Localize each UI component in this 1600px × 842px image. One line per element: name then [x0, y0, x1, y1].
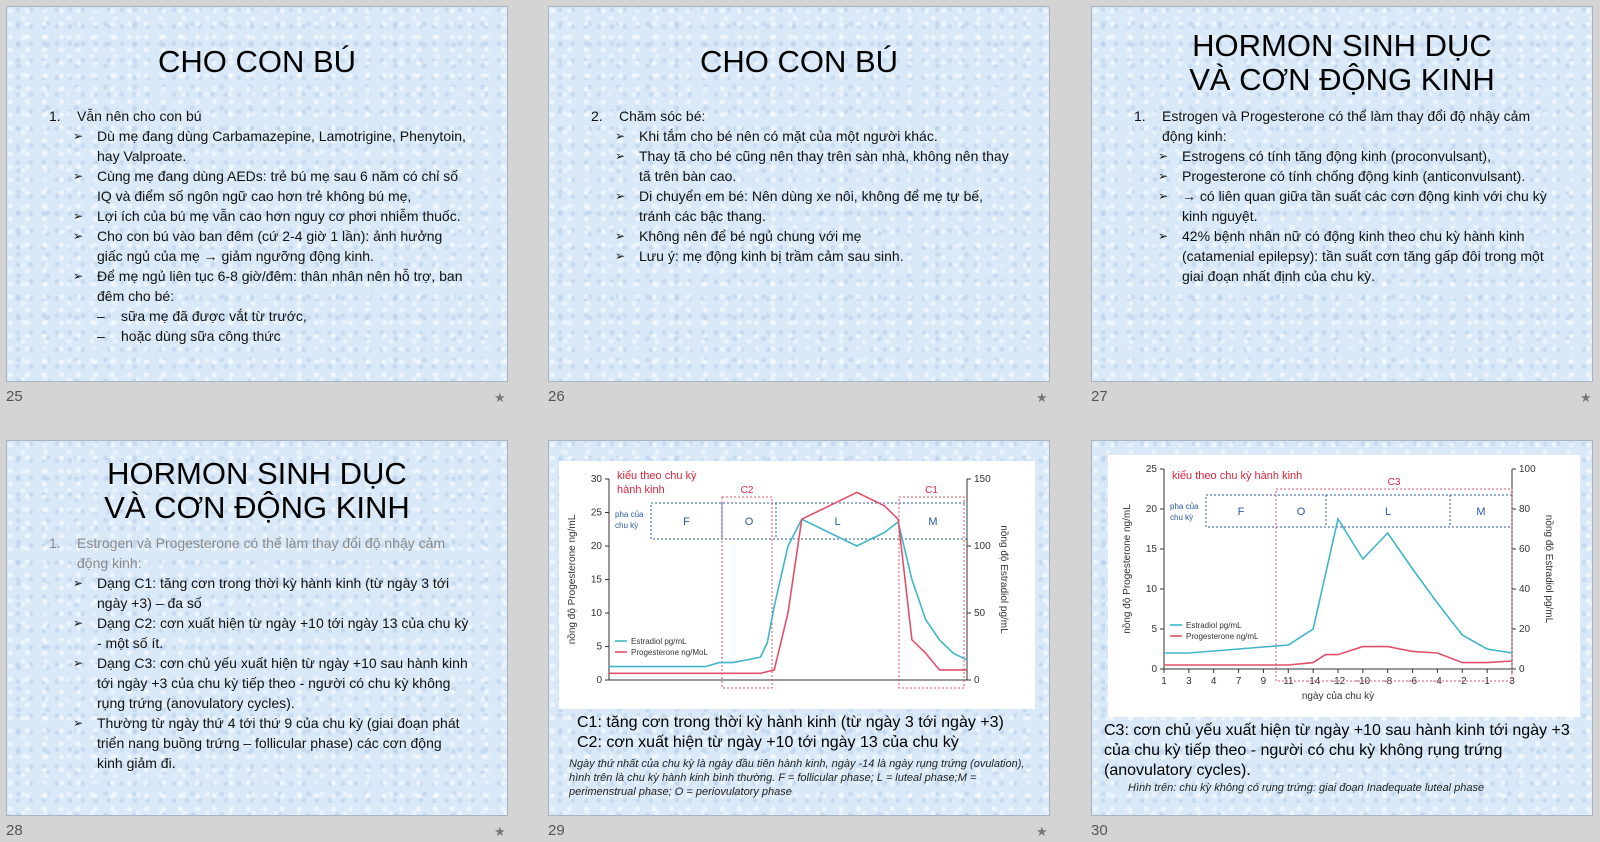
dash-item [49, 326, 471, 346]
slide-body [49, 533, 471, 773]
arrow-bullet-icon: ➢ [73, 269, 84, 283]
y2-tick-label: 60 [1519, 544, 1531, 555]
slide-30[interactable] [1091, 440, 1593, 816]
phase-label: M [1476, 506, 1486, 518]
y2-tick-label: 150 [974, 474, 991, 485]
bullet-item [49, 126, 471, 166]
hormone-chart-normal [559, 461, 1035, 709]
x-tick-label: -8 [1383, 676, 1393, 687]
slide-27[interactable] [1091, 6, 1593, 382]
arrow-bullet-icon: ➢ [615, 189, 626, 203]
slide-number: 30 [1091, 822, 1108, 839]
item-text: 42% bệnh nhân nữ có động kinh theo chu kỳ hành kinh (catamenial epilepsy): tần suất cơn tăng gấp đôi trong một giai đoạn nhất định của chu kỳ. [1182, 228, 1544, 284]
y2-tick-label: 80 [1519, 504, 1531, 515]
arrow-bullet-icon: ➢ [1158, 149, 1169, 163]
star-icon[interactable]: ★ [1036, 390, 1048, 405]
item-text: Thay tã cho bé cũng nên thay trên sàn nhà, không nên thay tã trên bàn cao. [639, 148, 1009, 184]
slide-body [49, 106, 471, 346]
bullet-item [49, 226, 471, 266]
bullet-item [591, 226, 1013, 246]
arrow-bullet-icon: ➢ [73, 616, 84, 630]
slide-number: 25 [6, 388, 23, 405]
phase-label: L [1384, 506, 1392, 518]
x-tick-label: -4 [1432, 676, 1442, 687]
x-tick-label: -2 [1457, 676, 1467, 687]
item-text: Dạng C3: cơn chủ yếu xuất hiện từ ngày +10 sau hành kinh tới ngày +3 của chu kỳ tiếp theo - người có chu kỳ không rụng trứng (anovulatory cycles). [97, 655, 468, 711]
phase-caption: chu kỳ [1170, 513, 1194, 522]
y2-tick-label: 40 [1519, 584, 1531, 595]
slide-title [1092, 29, 1592, 97]
item-text: Estrogens có tính tăng động kinh (proconvulsant), [1182, 148, 1491, 164]
arrow-bullet-icon: ➢ [73, 576, 84, 590]
bullet-item [591, 126, 1013, 146]
slide-26[interactable] [548, 6, 1050, 382]
y2-tick-label: 20 [1519, 624, 1531, 635]
item-text: Không nên để bé ngủ chung với mẹ [639, 228, 862, 244]
slide-29[interactable] [548, 440, 1050, 816]
x-tick-label: 7 [1235, 676, 1242, 687]
chart-svg [1108, 455, 1580, 717]
y2-axis-label: nồng độ Estradiol pg/mL [998, 525, 1009, 634]
x-tick-label: -14 [1305, 676, 1321, 687]
bullet-item [49, 166, 471, 206]
bullet-item [49, 266, 471, 306]
phase-label: O [744, 516, 754, 528]
bullet-item [591, 246, 1013, 266]
slide-body [1134, 106, 1556, 286]
slide-title: CHO CON BÚ [157, 44, 357, 79]
slide-number: 28 [6, 822, 23, 839]
item-text: hoặc dùng sữa công thức [121, 328, 281, 344]
y-tick-label: 25 [1145, 464, 1157, 475]
star-icon[interactable]: ★ [1580, 390, 1592, 405]
title-line-1: HORMON SINH DỤC [1192, 28, 1492, 63]
item-text: Dạng C2: cơn xuất hiện từ ngày +10 tới ngày 13 của chu kỳ - một số ít. [97, 615, 469, 651]
bullet-item [1134, 166, 1556, 186]
arrow-bullet-icon: ➢ [73, 656, 84, 670]
y2-tick-label: 100 [974, 541, 991, 552]
slide-number: 29 [548, 822, 565, 839]
arrow-bullet-icon: ➢ [73, 209, 84, 223]
item-text: Vẫn nên cho con bú [77, 108, 202, 124]
slide-28[interactable] [6, 440, 508, 816]
y-axis-label: nồng độ Progesterone ng/mL [567, 514, 578, 645]
item-text: Progesterone có tính chống động kinh (anticonvulsant). [1182, 168, 1526, 184]
x-tick-label: -6 [1408, 676, 1418, 687]
item-text: Để mẹ ngủ liên tục 6-8 giờ/đêm: thân nhân nên hỗ trợ, ban đêm cho bé: [97, 268, 463, 304]
title-line-2: VÀ CƠN ĐỘNG KINH [104, 490, 410, 525]
x-tick-label: 11 [1283, 676, 1294, 687]
y-tick-label: 15 [1145, 544, 1157, 555]
item-text: Dù mẹ đang dùng Carbamazepine, Lamotrigine, Phenytoin, hay Valproate. [97, 128, 466, 164]
arrow-bullet-icon: ➢ [73, 229, 84, 243]
item-text: Lợi ích của bú mẹ vẫn cao hơn nguy cơ phơi nhiễm thuốc. [97, 208, 461, 224]
caption-c2: C2: cơn xuất hiện từ ngày +10 tới ngày 13 của chu kỳ [577, 734, 959, 751]
dash-item [49, 306, 471, 326]
slide-25[interactable] [6, 6, 508, 382]
y-tick-label: 10 [1145, 584, 1157, 595]
x-tick-label: -10 [1355, 676, 1371, 687]
region-label: C1 [925, 485, 938, 496]
y2-axis-label: nồng độ Estradiol pg/mL [1543, 514, 1554, 624]
numbered-item [49, 533, 471, 573]
arrow-bullet-icon: ➢ [615, 229, 626, 243]
item-text: Estrogen và Progesterone có thể làm thay đổi độ nhậy cảm động kinh: [1162, 108, 1531, 144]
item-text: Khi tắm cho bé nên có mặt của một người khác. [639, 128, 938, 144]
x-tick-label: 9 [1260, 676, 1267, 687]
caption-c1: C1: tăng cơn trong thời kỳ hành kinh (từ ngày 3 tới ngày +3) [577, 714, 1004, 731]
phase-label: F [683, 516, 690, 528]
legend-label: Progesterone ng/MoL [631, 648, 708, 657]
item-number: 2. [591, 108, 603, 124]
chart-title: kiểu theo chu kỳ hành kinh [1172, 470, 1303, 482]
bullet-item [49, 206, 471, 226]
bullet-item [1134, 226, 1556, 286]
footnote: Hình trên: chu kỳ không có rụng trứng: giai đoạn Inadequate luteal phase [1128, 782, 1485, 794]
slide-title [7, 457, 507, 525]
y2-tick-label: 50 [974, 608, 986, 619]
chart-svg [559, 461, 1035, 709]
star-icon[interactable]: ★ [494, 390, 506, 405]
slide-number: 27 [1091, 388, 1108, 405]
dash-bullet: – [97, 308, 105, 324]
title-line-1: HORMON SINH DỤC [107, 456, 407, 491]
item-text: Di chuyển em bé: Nên dùng xe nôi, không để mẹ tự bế, tránh các bậc thang. [639, 188, 984, 224]
y-tick-label: 0 [596, 675, 602, 686]
phase-box [651, 503, 967, 539]
x-tick-label: 3 [1186, 676, 1192, 687]
bullet-item [49, 573, 471, 613]
arrow-bullet-icon: ➢ [615, 129, 626, 143]
dash-bullet: – [97, 328, 105, 344]
footnote: Ngày thứ nhất của chu kỳ là ngày đầu tiên hành kinh, ngày -14 là ngày rụng trứng (ovulation), hình trên là chu kỳ hành kinh bình thường. F = follicular phase; L = luteal phase;M = perimenstrual phase; O = periovulatory phase [569, 758, 1025, 798]
item-text: → có liên quan giữa tần suất các cơn động kinh với chu kỳ kinh nguyệt. [1182, 188, 1547, 224]
y2-tick-label: 100 [1519, 464, 1536, 475]
item-text: Chăm sóc bé: [619, 108, 706, 124]
phase-caption: pha của [615, 510, 644, 519]
phase-label: O [1296, 506, 1306, 518]
phase-label: L [834, 516, 841, 528]
bullet-item [49, 653, 471, 713]
x-tick-label: 3 [1509, 676, 1515, 687]
y-tick-label: 0 [1151, 664, 1157, 675]
phase-caption: pha của [1170, 502, 1199, 511]
arrow-bullet-icon: ➢ [73, 169, 84, 183]
item-number: 1. [49, 535, 61, 551]
y-tick-label: 30 [590, 474, 602, 485]
y2-tick-label: 0 [1519, 664, 1525, 675]
arrow-bullet-icon: ➢ [73, 129, 84, 143]
legend-label: Progesterone ng/mL [1186, 632, 1259, 641]
item-text: Dạng C1: tăng cơn trong thời kỳ hành kinh (từ ngày 3 tới ngày +3) – đa số [97, 575, 450, 611]
bullet-item [49, 713, 471, 773]
item-text: Estrogen và Progesterone có thể làm thay đổi độ nhậy cảm động kinh: [77, 535, 446, 571]
bullet-item [1134, 146, 1556, 166]
bullet-item [591, 186, 1013, 226]
arrow-bullet-icon: ➢ [73, 716, 84, 730]
item-number: 1. [1134, 108, 1146, 124]
hormone-chart-anovulatory [1108, 455, 1580, 717]
y2-tick-label: 0 [974, 675, 980, 686]
item-text: sữa mẹ đã được vắt từ trước, [121, 308, 307, 324]
region-label: C3 [1387, 477, 1401, 488]
arrow-bullet-icon: ➢ [1158, 229, 1169, 243]
item-text: Cùng mẹ đang dùng AEDs: trẻ bú mẹ sau 6 năm có chỉ số IQ và điểm số ngôn ngữ cao hơn trẻ không bú mẹ, [97, 168, 459, 204]
phase-caption: chu kỳ [615, 521, 639, 530]
legend-label: Estradiol pg/mL [1186, 621, 1242, 630]
legend-label: Estradiol pg/mL [631, 637, 687, 646]
numbered-item [49, 106, 471, 126]
item-text: Cho con bú vào ban đêm (cứ 2-4 giờ 1 lần): ảnh hưởng giấc ngủ của mẹ → giảm ngưỡng động kinh. [97, 228, 443, 264]
numbered-item [1134, 106, 1556, 146]
chart-title: kiểu theo chu kỳ [617, 470, 697, 482]
chart-title: hành kinh [617, 484, 665, 496]
phase-label: F [1237, 506, 1245, 518]
x-tick-label: 1 [1484, 676, 1490, 687]
series-line [1164, 647, 1512, 665]
item-text: Thường từ ngày thứ 4 tới thứ 9 của chu kỳ (giai đoạn phát triển nang buồng trứng – follicular phase) các cơn động kinh giảm đi. [97, 715, 460, 771]
arrow-bullet-icon: ➢ [615, 249, 626, 263]
phase-box [1206, 495, 1512, 527]
y-tick-label: 5 [1151, 624, 1157, 635]
x-tick-label: 4 [1210, 676, 1217, 687]
slide-number: 26 [548, 388, 565, 405]
arrow-bullet-icon: ➢ [1158, 189, 1169, 203]
arrow-bullet-icon: ➢ [1158, 169, 1169, 183]
item-text: Lưu ý: mẹ động kinh bị trầm cảm sau sinh. [639, 248, 904, 264]
star-icon[interactable]: ★ [1036, 824, 1048, 839]
y-tick-label: 20 [590, 541, 602, 552]
phase-label: M [928, 516, 938, 528]
bullet-item [49, 613, 471, 653]
x-tick-label: 1 [1161, 676, 1167, 687]
title-line-2: VÀ CƠN ĐỘNG KINH [1189, 62, 1495, 97]
y-tick-label: 5 [596, 641, 602, 653]
y-tick-label: 20 [1145, 504, 1157, 515]
arrow-bullet-icon: ➢ [615, 149, 626, 163]
slide-body [591, 106, 1013, 266]
x-axis-label: ngày của chu kỳ [1301, 691, 1375, 702]
slide-title: CHO CON BÚ [699, 44, 899, 79]
y-tick-label: 10 [590, 608, 602, 619]
bullet-item [1134, 186, 1556, 226]
bullet-item [591, 146, 1013, 186]
numbered-item [591, 106, 1013, 126]
item-number: 1. [49, 108, 61, 124]
y-tick-label: 25 [590, 507, 602, 519]
caption-c3: C3: cơn chủ yếu xuất hiện từ ngày +10 sau hành kinh tới ngày +3 của chu kỳ tiếp theo - người có chu kỳ không rụng trứng (anovulatory cycles). [1104, 722, 1570, 779]
x-tick-label: -12 [1330, 676, 1346, 687]
y-axis-label: nồng độ Progesterone ng/mL [1122, 504, 1133, 634]
y-tick-label: 15 [590, 574, 602, 586]
region-label: C2 [740, 485, 754, 496]
star-icon[interactable]: ★ [494, 824, 506, 839]
